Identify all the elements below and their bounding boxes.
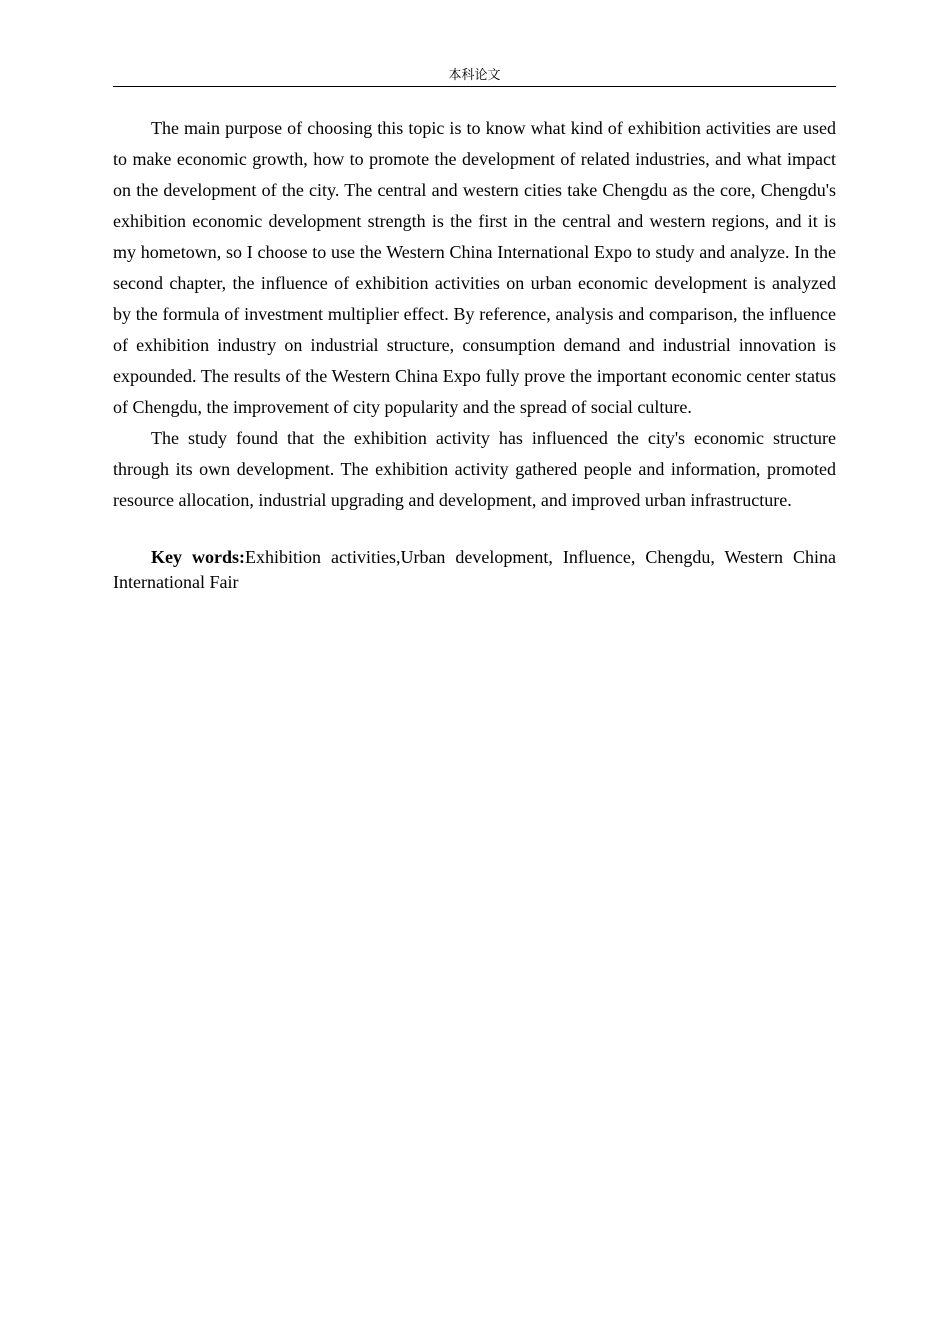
page-header <box>113 66 836 87</box>
abstract-paragraph-2: The study found that the exhibition activity has influenced the city's economic structure through its own development. The exhibition activity gathered people and information, promoted resource allocation, industrial upgrading and development, and improved urban infrastructure. <box>113 428 836 510</box>
keywords-text: Exhibition activities,Urban development, Influence, Chengdu, Western China International Fair <box>113 547 836 592</box>
header-title: 本科论文 <box>448 68 501 83</box>
keywords-line <box>113 545 836 595</box>
abstract-paragraph-1: The main purpose of choosing this topic is to know what kind of exhibition activities are used to make economic growth, how to promote the development of related industries, and what impact on the development of the city. The central and western cities take Chengdu as the core, Chengdu's exhibition economic development strength is the first in the central and western regions, and it is my hometown, so I choose to use the Western China International Expo to study and analyze. In the second chapter, the influence of exhibition activities on urban economic development is analyzed by the formula of investment multiplier effect. By reference, analysis and comparison, the influence of exhibition industry on industrial structure, consumption demand and industrial innovation is expounded. The results of the Western China Expo fully prove the important economic center status of Chengdu, the improvement of city popularity and the spread of social culture. <box>113 118 836 417</box>
keywords-label: Key words: <box>151 547 245 567</box>
abstract-body <box>113 113 836 595</box>
